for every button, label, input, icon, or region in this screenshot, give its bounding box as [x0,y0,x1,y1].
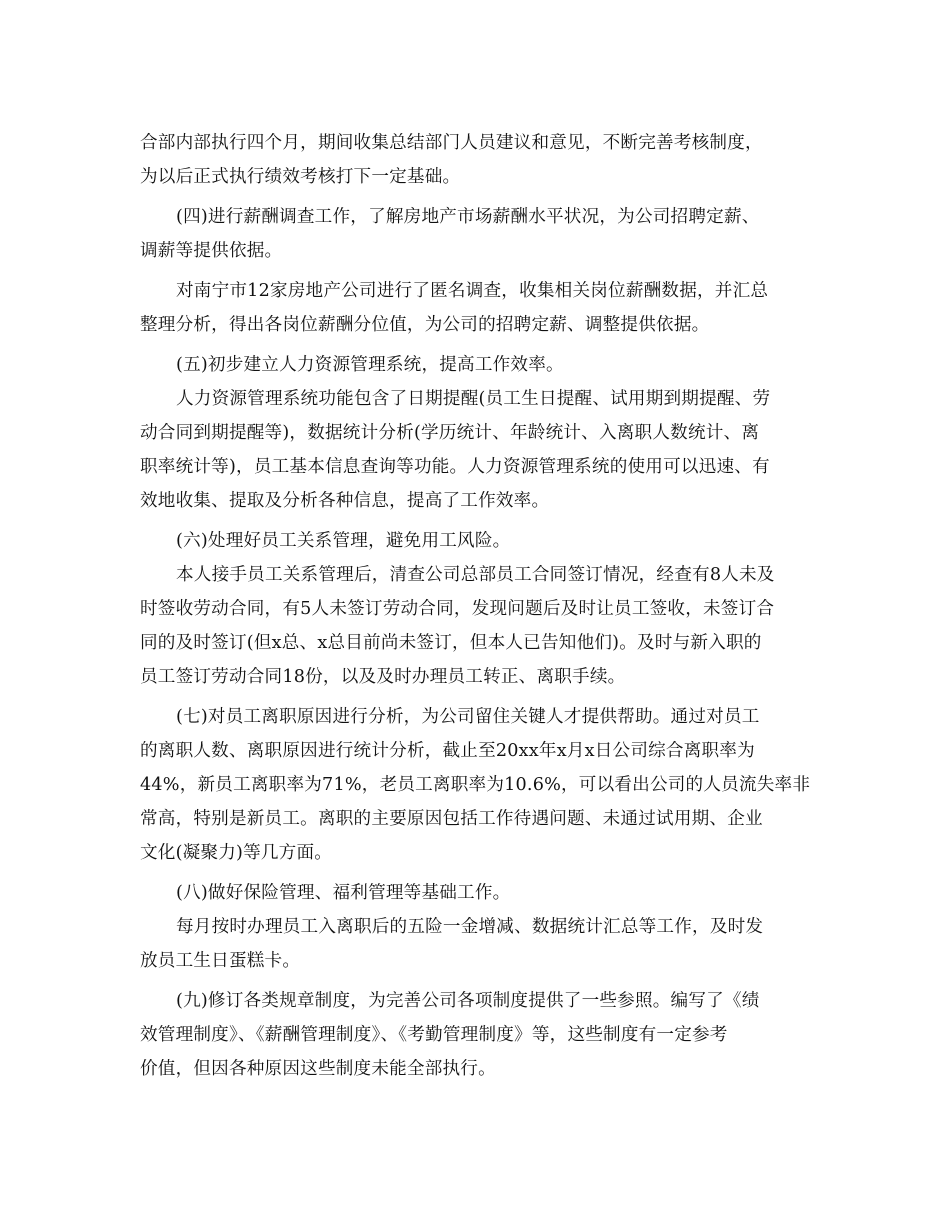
paragraph-line: 时签收劳动合同，有5人未签订劳动合同，发现问题后及时让员工签收，未签订合 [140,599,775,619]
paragraph-line: 的离职人数、离职原因进行统计分析，截止至20xx年x月x日公司综合离职率为 [140,741,755,761]
paragraph-line: 为以后正式执行绩效考核打下一定基础。 [140,167,461,187]
paragraph-line: 同的及时签订(但x总、x总目前尚未签订，但本人已告知他们)。及时与新入职的 [140,633,762,653]
section-heading: (七)对员工离职原因进行分析，为公司留住关键人才提供帮助。通过对员工 [176,707,760,727]
paragraph-line: 每月按时办理员工入离职后的五险一金增减、数据统计汇总等工作，及时发 [176,917,764,937]
paragraph-line: 文化(凝聚力)等几方面。 [140,843,333,863]
paragraph-line: 效管理制度》、《薪酬管理制度》、《考勤管理制度》等，这些制度有一定参考 [140,1025,728,1045]
paragraph-line: 调薪等提供依据。 [140,241,283,261]
paragraph-line: 放员工生日蛋糕卡。 [140,951,301,971]
paragraph-line: 人力资源管理系统功能包含了日期提醒(员工生日提醒、试用期到期提醒、劳 [176,389,771,409]
paragraph-line: 合部内部执行四个月，期间收集总结部门人员建议和意见，不断完善考核制度， [140,133,763,153]
paragraph-line: 员工签订劳动合同18份，以及及时办理员工转正、离职手续。 [140,667,626,687]
section-heading: (九)修订各类规章制度，为完善公司各项制度提供了一些参照。编写了《绩 [176,991,760,1011]
paragraph-line: 职率统计等)，员工基本信息查询等功能。人力资源管理系统的使用可以迅速、有 [140,457,770,477]
section-heading: (八)做好保险管理、福利管理等基础工作。 [176,883,511,903]
paragraph-line: 44%，新员工离职率为71%，老员工离职率为10.6%，可以看出公司的人员流失率非 [140,775,811,795]
document-body [140,126,820,1086]
paragraph-line: 对南宁市12家房地产公司进行了匿名调查，收集相关岗位薪酬数据，并汇总 [176,281,769,301]
paragraph-line: 整理分析，得出各岗位薪酬分位值，为公司的招聘定薪、调整提供依据。 [140,315,710,335]
paragraph-line: 常高，特别是新员工。离职的主要原因包括工作待遇问题、未通过试用期、企业 [140,809,763,829]
paragraph-line: 效地收集、提取及分析各种信息，提高了工作效率。 [140,491,550,511]
section-heading: (六)处理好员工关系管理，避免用工风险。 [176,531,511,551]
section-heading: (四)进行薪酬调查工作，了解房地产市场薪酬水平状况，为公司招聘定薪、 [176,207,760,227]
paragraph-line: 本人接手员工关系管理后，清查公司总部员工合同签订情况，经查有8人未及 [176,565,775,585]
paragraph-line: 价值，但因各种原因这些制度未能全部执行。 [140,1059,496,1079]
section-heading: (五)初步建立人力资源管理系统，提高工作效率。 [176,355,564,375]
paragraph-line: 动合同到期提醒等)，数据统计分析(学历统计、年龄统计、入离职人数统计、离 [140,423,760,443]
